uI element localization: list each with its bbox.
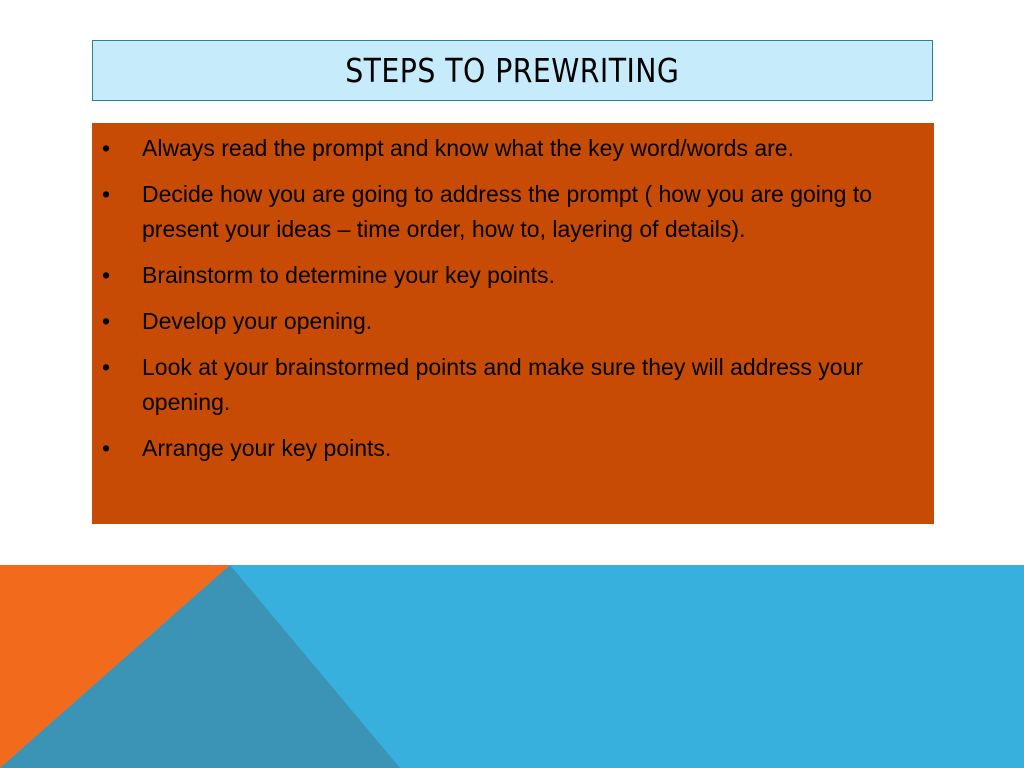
bullet-item bbox=[102, 431, 916, 466]
decorative-footer-shapes bbox=[0, 565, 1024, 768]
bullet-text: Decide how you are going to address the prompt ( how you are going to present your ideas – time order, how to, layering of details). bbox=[142, 181, 873, 242]
bullet-item bbox=[102, 177, 916, 247]
bullet-icon: • bbox=[102, 135, 111, 161]
bullet-text: Arrange your key points. bbox=[142, 435, 392, 461]
bullet-list bbox=[102, 131, 916, 466]
bullet-icon: • bbox=[102, 435, 111, 461]
content-box bbox=[92, 123, 934, 524]
bullet-text: Look at your brainstormed points and make sure they will address your opening. bbox=[142, 354, 864, 415]
bullet-icon: • bbox=[102, 262, 111, 288]
bullet-text: Always read the prompt and know what the key word/words are. bbox=[142, 135, 794, 161]
bullet-item bbox=[102, 350, 916, 420]
title-box bbox=[92, 40, 933, 101]
bullet-text: Develop your opening. bbox=[142, 308, 373, 334]
bullet-item bbox=[102, 258, 916, 293]
bullet-text: Brainstorm to determine your key points. bbox=[142, 262, 555, 288]
slide-title: STEPS TO PREWRITING bbox=[345, 51, 680, 90]
bullet-icon: • bbox=[102, 354, 111, 380]
bullet-icon: • bbox=[102, 181, 111, 207]
bullet-item bbox=[102, 304, 916, 339]
bullet-item bbox=[102, 131, 916, 166]
bullet-icon: • bbox=[102, 308, 111, 334]
